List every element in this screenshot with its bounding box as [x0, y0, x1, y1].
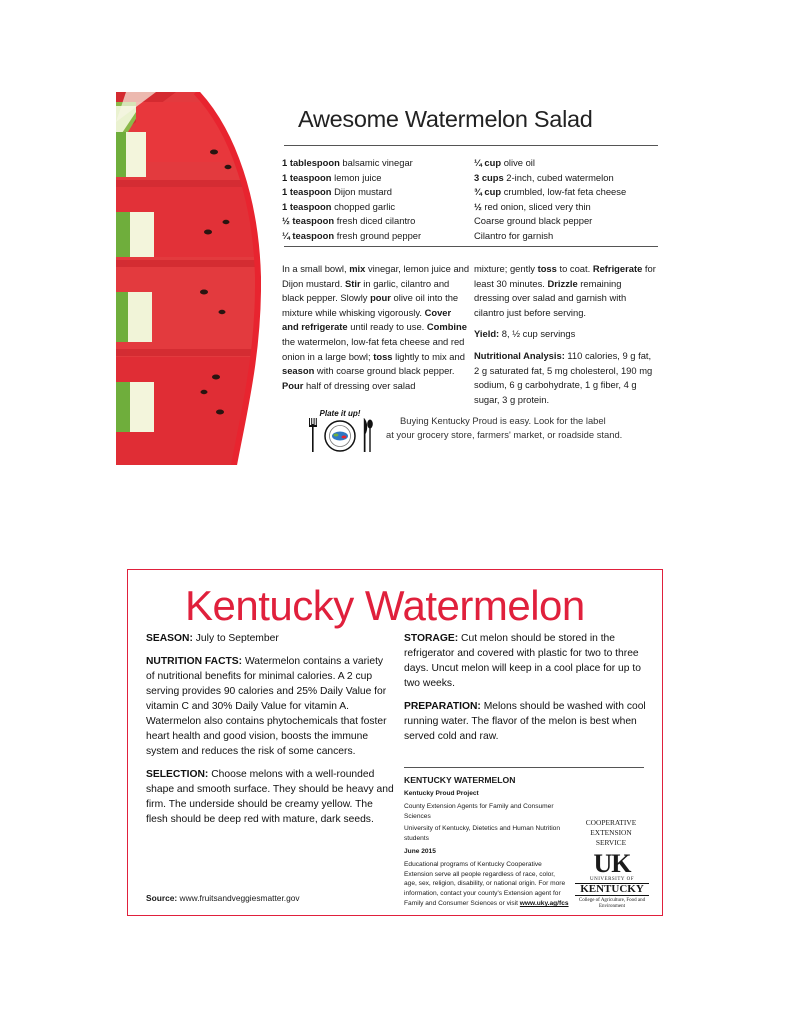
ingredients-divider [284, 246, 658, 247]
kentucky-proud-text: Buying Kentucky Proud is easy. Look for the label at your grocery store, farmers' market, or roadside stand. [386, 415, 623, 441]
ingredient-row: Cilantro for garnish [474, 229, 554, 241]
facts-left-column [146, 631, 394, 835]
preparation: PREPARATION: Melons should be washed with cool running water. The flavor of the melon is best when served cold and raw. [404, 701, 646, 742]
ingredient-row: ¾ cup crumbled, low-fat feta cheese [474, 186, 627, 198]
ingredient-row: 1 tablespoon balsamic vinegar [282, 157, 413, 168]
facts-right-column [404, 631, 652, 752]
kentucky-watermelon-title: Kentucky Watermelon [185, 582, 585, 629]
source: Source: www.fruitsandveggiesmatter.gov [146, 893, 300, 903]
ingredients-left [282, 156, 421, 244]
fcs-link[interactable]: www.uky.ag/fcs [519, 899, 569, 907]
footer-agents: County Extension Agents for Family and Consumer Sciences [404, 802, 554, 820]
ingredients-right [474, 156, 626, 244]
publication-info [404, 775, 569, 912]
nutrition-facts: NUTRITION FACTS: Watermelon contains a variety of nutritional benefits for minimal calories. A 2 cup serving provides 90 calories and 25% Daily Value for vitamin C and 30% Daily Value for vitamin A. Watermelon also contains phytochemicals that foster heart health and good vision, boosts the immune system and reduces the risk of some cancers. [146, 656, 387, 757]
watermelon-photo [116, 92, 261, 465]
yield: Yield: 8, ½ cup servings [474, 328, 576, 340]
season: SEASON: July to September [146, 633, 279, 644]
ingredient-row: ¼ cup olive oil [474, 157, 535, 168]
ingredient-row: 1 teaspoon lemon juice [282, 171, 382, 183]
logo-text: Plate it up! [319, 409, 361, 418]
selection: SELECTION: Choose melons with a well-rounded shape and smooth surface. They should be heavy and firm. The underside should be creamy yellow. The flesh should be deep red with mature, dark seeds. [146, 769, 394, 825]
footer-university: University of Kentucky, Dietetics and Human Nutrition students [404, 825, 560, 843]
recipe-card [116, 92, 658, 467]
plate-it-up-logo [306, 408, 374, 454]
footer-title: KENTUCKY WATERMELON [404, 775, 516, 785]
cooperative-extension-label: COOPERATIVE EXTENSION SERVICE [585, 818, 637, 847]
recipe-title: Awesome Watermelon Salad [298, 106, 593, 132]
ingredient-row: 1 teaspoon chopped garlic [282, 200, 396, 212]
ingredient-row: Coarse ground black pepper [474, 215, 593, 227]
footer-disclaimer: Educational programs of Kentucky Cooperative Extension serve all people regardless of race, color, age, sex, religion, disability, or national origin. For more information, contact your county's Extension agent for Family and Consumer Sciences or visit www.uky.ag/fcs [404, 860, 569, 907]
kentucky-watermelon-box [127, 569, 663, 916]
instructions-left [282, 262, 470, 400]
footer-date: June 2015 [404, 847, 436, 855]
ingredient-row: ¼ teaspoon fresh ground pepper [282, 229, 422, 241]
storage: STORAGE: Cut melon should be stored in the refrigerator and covered with plastic for two to three days. Uncut melon will keep in a cool place for up to two weeks. [404, 633, 641, 689]
ingredient-row: ½ red onion, sliced very thin [474, 200, 591, 212]
university-of-kentucky-logo: UK UNIVERSITY OF KENTUCKY College of Agriculture, Food and Environment [575, 852, 649, 910]
footer-project: Kentucky Proud Project [404, 790, 479, 797]
instructions-right [474, 262, 656, 414]
ingredient-row: 3 cups 2-inch, cubed watermelon [474, 171, 614, 183]
title-divider [284, 145, 658, 146]
instructions-paragraph: mixture; gently toss to coat. Refrigerate for least 30 minutes. Drizzle remaining dressing over salad and garnish with cilantro just before serving. [474, 263, 656, 318]
ingredient-row: ½ teaspoon fresh diced cilantro [282, 215, 416, 227]
nutritional-analysis: Nutritional Analysis: 110 calories, 9 g fat, 2 g saturated fat, 5 mg cholesterol, 190 mg sodium, 6 g carbohydrate, 1 g fiber, 4 g sugar, 3 g protein. [474, 349, 653, 405]
uk-mark: UK [593, 849, 631, 878]
ingredient-row: 1 teaspoon Dijon mustard [282, 186, 392, 198]
instructions-paragraph: In a small bowl, mix vinegar, lemon juice and Dijon mustard. Stir in garlic, cilantro and black pepper. Slowly pour olive oil into the mixture while whisking vigorously. Cover and refrigerate until ready to use. Combine the watermelon, low-fat feta cheese and red onion in a large bowl; toss lightly to mix and season with coarse ground black pepper. Pour half of dressing over salad [282, 263, 470, 391]
footer-divider [404, 767, 644, 768]
